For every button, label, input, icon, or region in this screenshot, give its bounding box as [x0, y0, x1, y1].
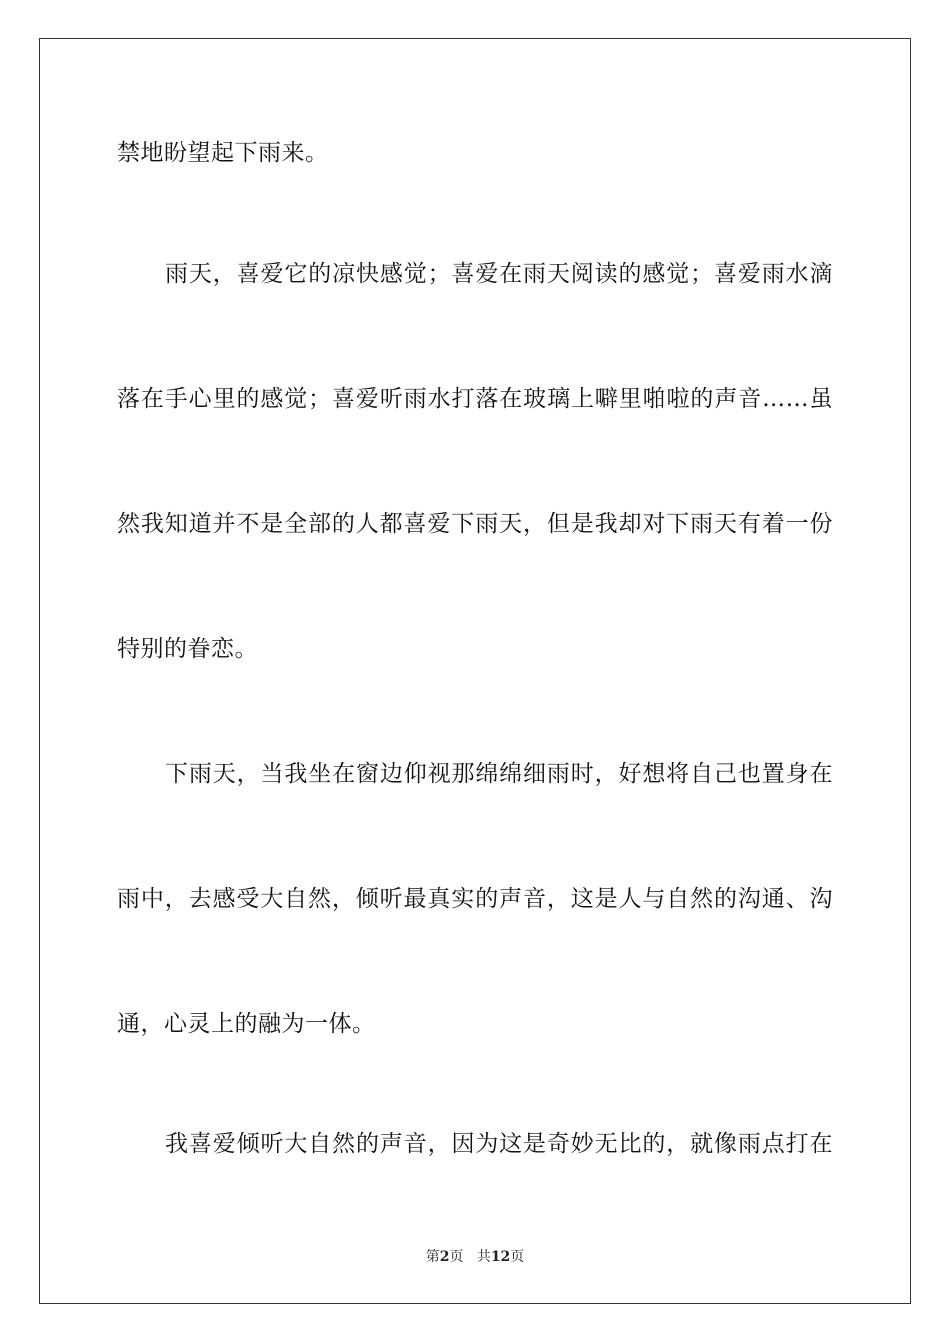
- paragraph-3-line-1: 下雨天，当我坐在窗边仰视那绵绵细雨时，好想将自己也置身在: [165, 761, 833, 787]
- paragraph-3-line-3: 通，心灵上的融为一体。: [117, 1011, 376, 1037]
- paragraph-2-line-3: 然我知道并不是全部的人都喜爱下雨天，但是我却对下雨天有着一份: [117, 511, 833, 537]
- total-page-number: 12: [490, 1249, 511, 1265]
- paragraph-2-line-1: 雨天，喜爱它的凉快感觉；喜爱在雨天阅读的感觉；喜爱雨水滴: [165, 261, 833, 287]
- paragraph-3-line-2: 雨中，去感受大自然，倾听最真实的声音，这是人与自然的沟通、沟: [117, 886, 833, 912]
- page-prefix: 第: [425, 1249, 440, 1265]
- paragraph-2-line-4: 特别的眷恋。: [117, 636, 258, 662]
- page-footer: [0, 1248, 950, 1266]
- page-suffix: 页: [449, 1249, 464, 1265]
- page-border: [39, 38, 911, 1304]
- total-suffix: 页: [510, 1249, 525, 1265]
- paragraph-4-line-1: 我喜爱倾听大自然的声音，因为这是奇妙无比的，就像雨点打在: [165, 1131, 833, 1157]
- total-prefix: 共: [476, 1249, 491, 1265]
- paragraph-2-line-2: 落在手心里的感觉；喜爱听雨水打落在玻璃上噼里啪啦的声音……虽: [117, 386, 833, 412]
- current-page-number: 2: [439, 1249, 450, 1265]
- text-line-1: 禁地盼望起下雨来。: [117, 140, 329, 166]
